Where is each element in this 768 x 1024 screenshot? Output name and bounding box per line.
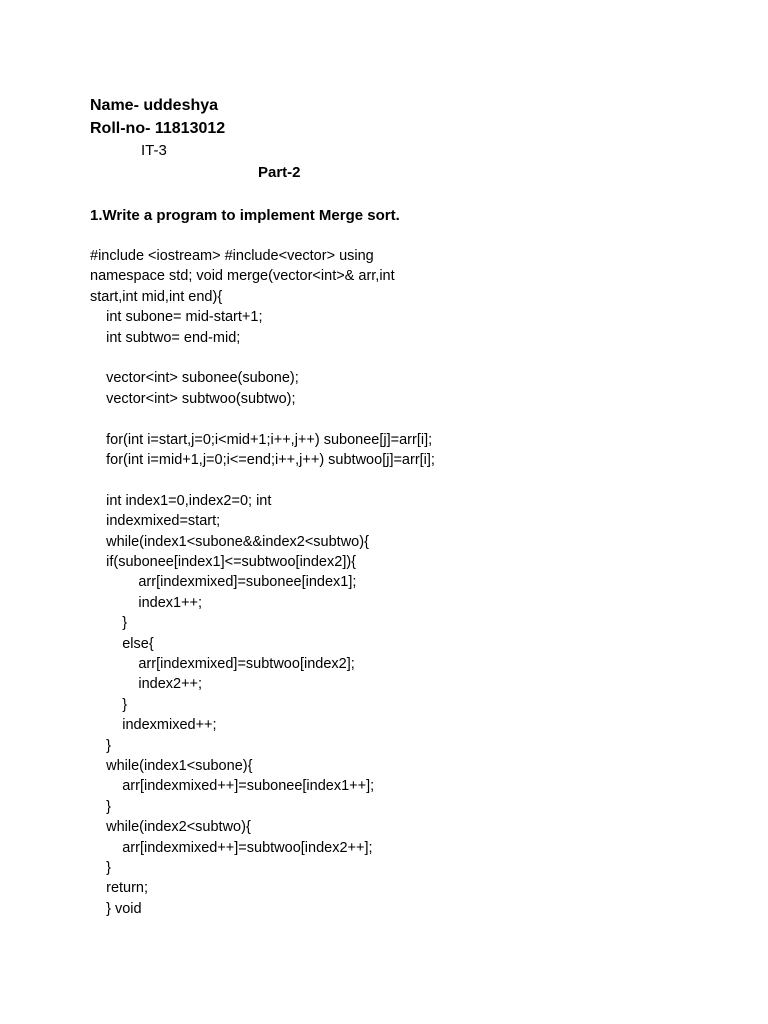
- code-line: index1++;: [90, 594, 203, 611]
- code-line: }: [90, 798, 111, 815]
- code-line: int subtwo= end-mid;: [90, 329, 241, 346]
- code-line: for(int i=mid+1,j=0;i<=end;i++,j++) subtwoo[j]=arr[i];: [90, 452, 435, 468]
- code-line: return;: [90, 880, 149, 897]
- code-line: while(index1<subone&&index2<subtwo){: [90, 533, 369, 550]
- roll-number: Roll-no- 11813012: [90, 120, 226, 137]
- code-line: arr[indexmixed++]=subonee[index1++];: [90, 778, 375, 795]
- code-line: namespace std; void merge(vector<int>& arr,int: [90, 268, 395, 285]
- part-heading: Part-2: [258, 164, 301, 181]
- code-line: int subone= mid-start+1;: [90, 309, 263, 326]
- code-line: for(int i=start,j=0;i<mid+1;i++,j++) subonee[j]=arr[i];: [90, 431, 433, 448]
- code-line: start,int mid,int end){: [90, 288, 223, 305]
- code-line: } void: [90, 900, 142, 917]
- code-line: arr[indexmixed]=subtwoo[index2];: [90, 656, 355, 672]
- code-line: }: [90, 615, 128, 632]
- code-line: }: [90, 860, 111, 876]
- code-line: while(index1<subone){: [90, 758, 253, 774]
- code-line: indexmixed++;: [90, 717, 217, 734]
- code-line: int index1=0,index2=0; int: [90, 492, 272, 509]
- code-line: arr[indexmixed++]=subtwoo[index2++];: [90, 839, 373, 856]
- student-name: Name- uddeshya: [90, 97, 219, 114]
- question-heading: 1.Write a program to implement Merge sort.: [90, 207, 400, 224]
- code-line: }: [90, 696, 128, 713]
- code-line: while(index2<subtwo){: [90, 819, 251, 836]
- code-line: if(subonee[index1]<=subtwoo[index2]){: [90, 554, 357, 570]
- section-label: IT-3: [141, 142, 167, 159]
- code-line: vector<int> subtwoo(subtwo);: [90, 390, 296, 407]
- code-line: arr[indexmixed]=subonee[index1];: [90, 574, 357, 591]
- code-line: else{: [90, 635, 154, 652]
- code-line: indexmixed=start;: [90, 513, 221, 530]
- code-line: vector<int> subonee(subone);: [90, 370, 299, 387]
- code-line: index2++;: [90, 676, 203, 693]
- code-line: #include <iostream> #include<vector> using: [90, 248, 374, 264]
- code-line: }: [90, 737, 111, 754]
